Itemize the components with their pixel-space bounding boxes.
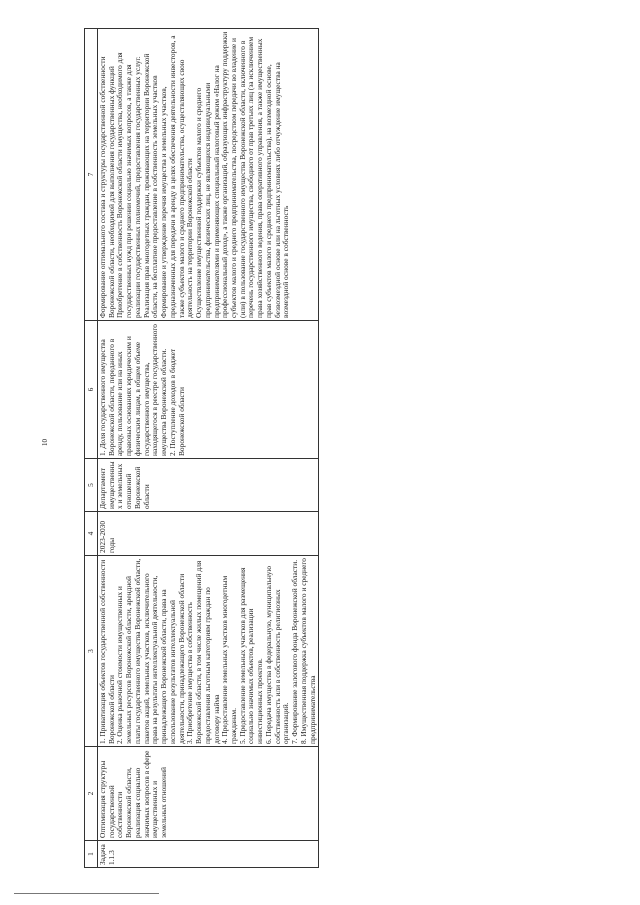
task-name-cell: Оптимизация структуры государственной собственности Воронежской области, реализация социально значимых вопросов в сфере имущественных и земельных отношений	[98, 747, 319, 841]
header-cell-5: 5	[85, 459, 98, 512]
header-cell-4: 4	[85, 512, 98, 556]
page-number: 10	[41, 439, 49, 446]
measure-item: 4. Предоставление земельных участков многодетным гражданам.	[220, 575, 239, 744]
header-cell-3: 3	[85, 556, 98, 747]
header-cell-6: 6	[85, 321, 98, 459]
measure-item: 1. Приватизация объектов государственной собственности Воронежской области	[98, 559, 116, 744]
measure-item: 7. Формирование залогового фонда Воронежской области.	[290, 559, 300, 744]
result-item: Приобретение в собственность Воронежской области имущества, необходимого для государственных нужд при решении социально значимых вопросов, а также для реализации государственных полномочий, предоставления государственных услуг.	[115, 52, 142, 318]
indicator-item: 2. Поступление доходов в бюджет Воронежской области	[167, 348, 186, 456]
result-item: Формирование и утверждение перечня имущества и земельных участков, предназначенных для передачи в аренду в целях обеспечения деятельности инвесторов, а также субъектов малого и среднего предпринимательства, осуществляющих свою деятельность на территории Воронежской области	[159, 35, 195, 318]
rotated-table-container	[84, 31, 616, 868]
result-item: Формирование оптимального состава и структуры государственной собственности Воронежской области, необходимой для выполнения государственных функций	[98, 56, 116, 318]
program-table	[84, 28, 319, 868]
measure-item: 5. Предоставление земельных участков для размещения социально значимых объектов, реализации инвестиционных проектов.	[237, 567, 265, 744]
footer-divider	[14, 893, 159, 894]
header-cell-1: 1	[85, 841, 98, 868]
result-item: Осуществление имущественной поддержки субъектов малого и среднего предпринимательства, физических лиц, не являющихся индивидуальными предпринимателями и применяющих специальный налоговый режим «Налог на профессиональный доход», а также организаций, образующих инфраструктуру поддержки субъектов малого и среднего предпринимательства, посредством передачи во владение и (или) в пользование государственного имущества Воронежской области, включенного в перечень государственного имущества, свободного от прав третьих лиц (за исключением права хозяйственного ведения, права оперативного управления, а также имущественных прав субъектов малого и среднего предпринимательства), на возмездной основе, безвозмездной основе или на льготных условиях либо отчуждение имущества на возмездной основе в собственность	[194, 31, 291, 318]
result-item: Реализация прав многодетных граждан, проживающих на территории Воронежской области, на бесплатное предоставление в собственность земельных участков	[141, 53, 160, 318]
period-cell: 2023-2030 годы	[98, 512, 319, 556]
measure-item: 6. Передача имущества в федеральную, муниципальную собственность или в собственность религиозных организаций.	[263, 565, 291, 744]
task-number-cell: Задача 1.1.3	[98, 841, 319, 868]
measure-item: 2. Оценка рыночной стоимости имущественных и земельных ресурсов Воронежской области, арендной платы государственного имущества Воронежской области, пакетов акций, земельных участков, исключительного права на результаты интеллектуальной деятельности, принадлежащего Воронежской области, права на использование результатов интеллектуальной деятельности, принадлежащего Воронежской области	[115, 558, 186, 744]
table-header-row	[85, 29, 98, 868]
executor-cell: Департамент имущественных и земельных отношений Воронежской области	[98, 459, 319, 512]
results-cell	[98, 29, 319, 321]
header-cell-7: 7	[85, 29, 98, 321]
measure-item: 8. Имущественная поддержка субъектов малого и среднего предпринимательства	[298, 558, 317, 744]
header-cell-2: 2	[85, 747, 98, 841]
indicators-cell	[98, 321, 319, 459]
table-row	[98, 29, 319, 868]
measure-item: 3. Приобретение имущества в собственность Воронежской области, в том числе жилых помещений для предоставления льготным категориям граждан по договору найма	[185, 560, 221, 744]
measures-cell	[98, 556, 319, 747]
indicator-item: 1. Доля государственного имущества Воронежской области, переданного в аренду, пользование или на иных правовых основаниях юридическим и физическим лицам, в общем объеме государственного имущества, находящегося в реестре государственного имущества Воронежской области.	[98, 324, 169, 456]
